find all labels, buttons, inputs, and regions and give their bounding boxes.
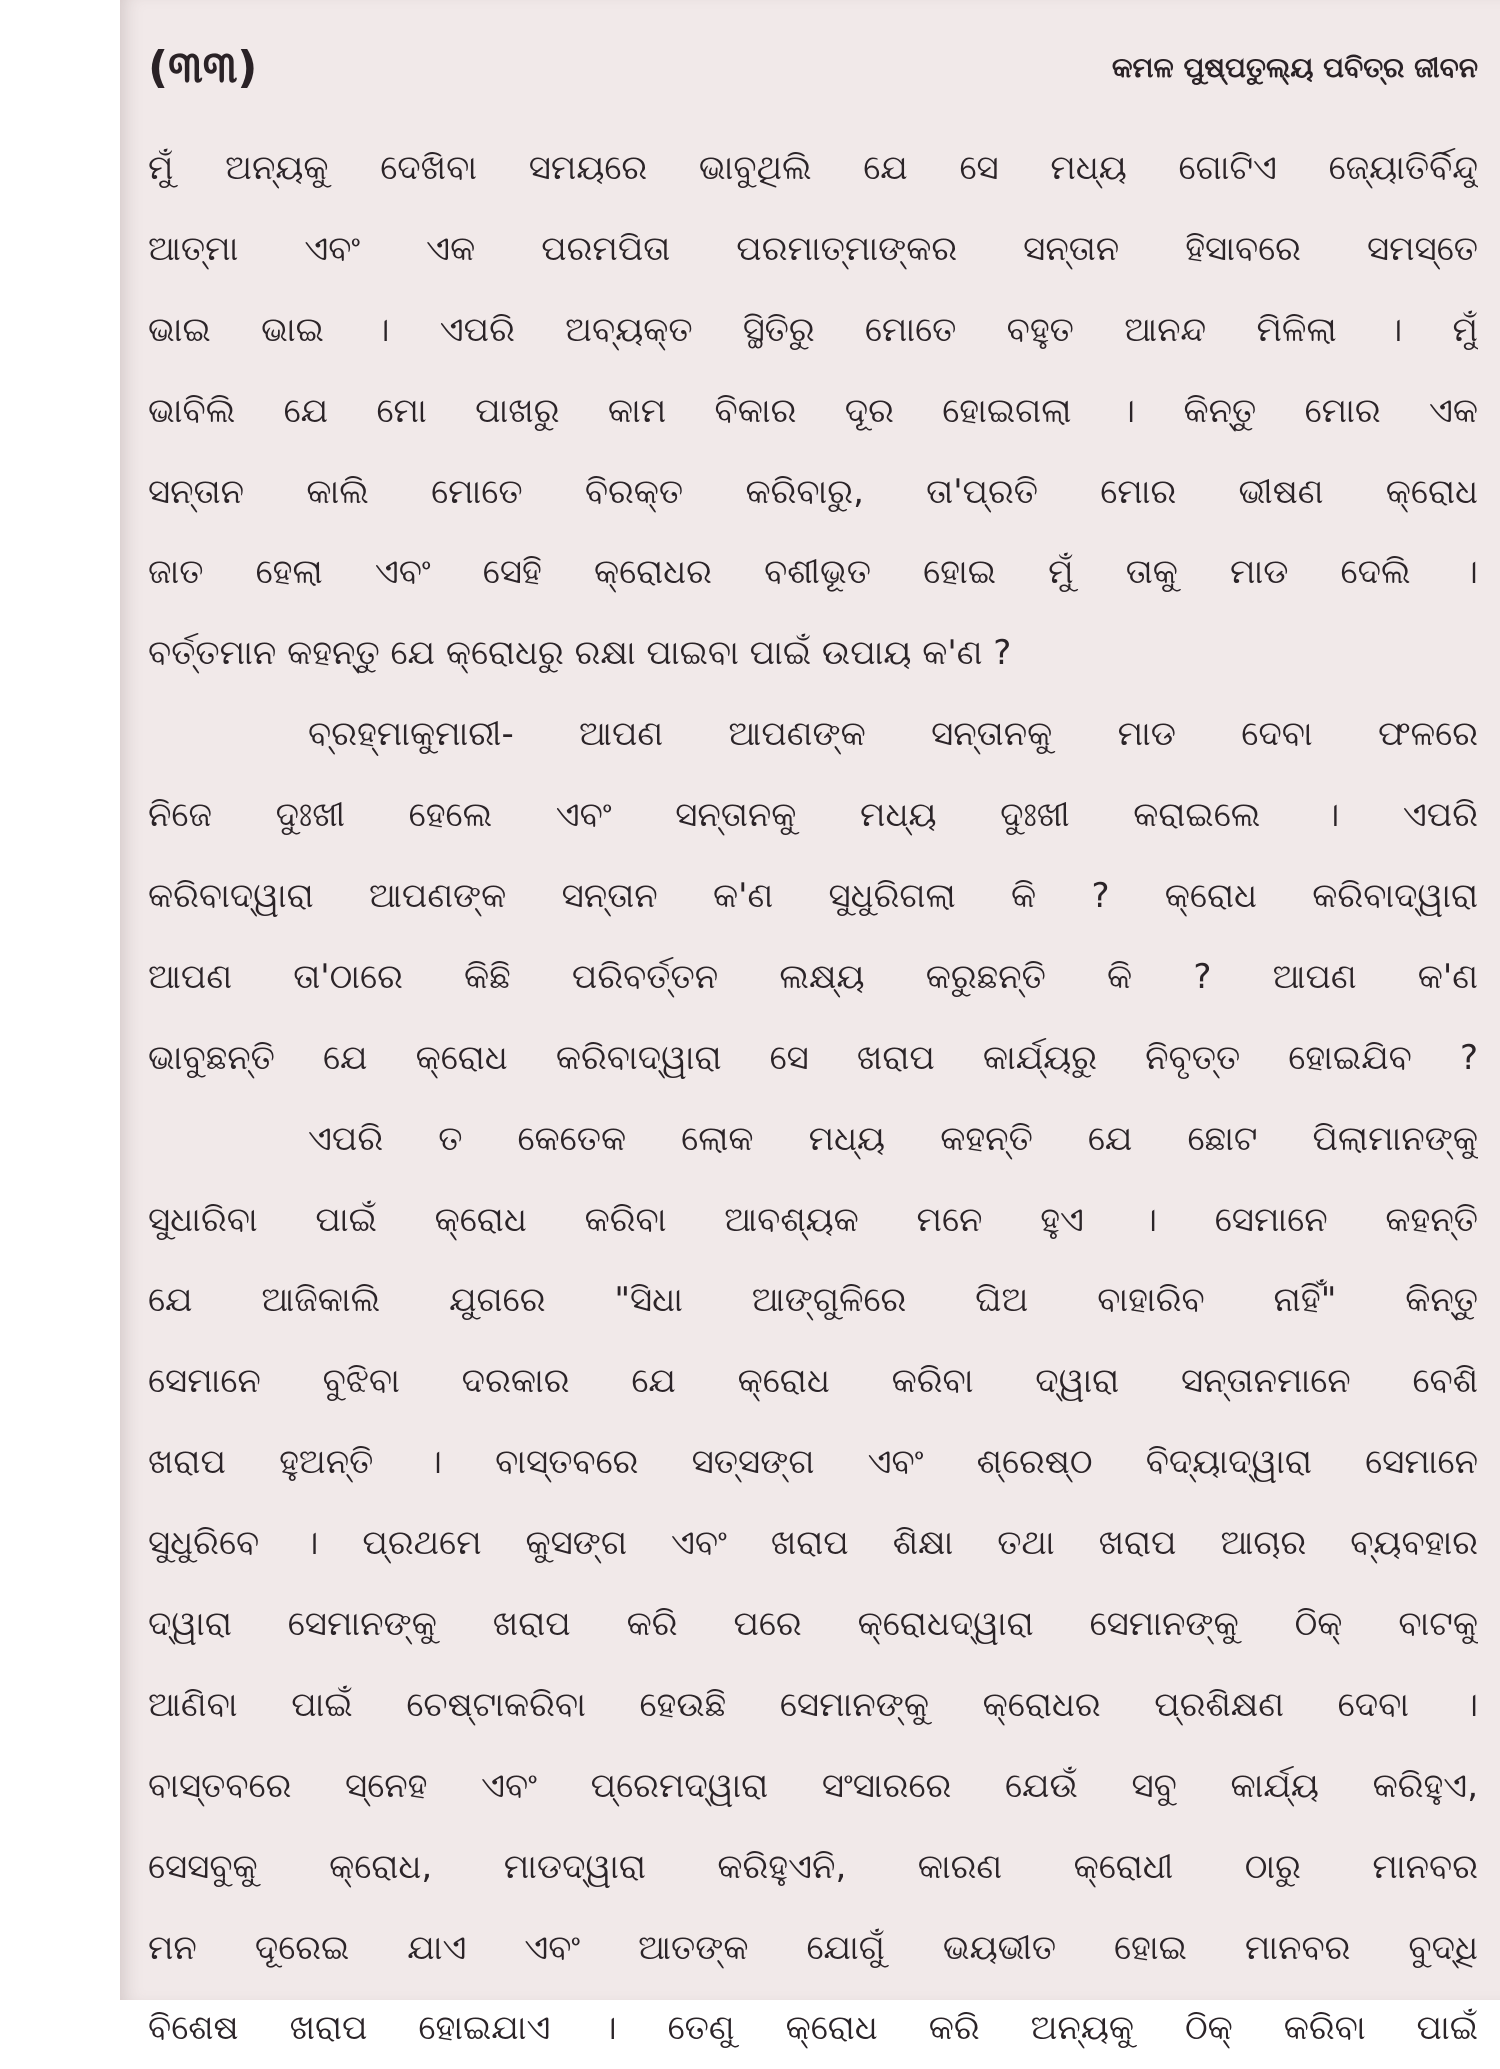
page-header xyxy=(148,38,1478,98)
text-line: ସନ୍ତାନ କାଲି ମୋତେ ବିରକ୍ତ କରିବାରୁ, ତା'ପ୍ରତି ମୋର ଭୀଷଣ କ୍ରୋଧ xyxy=(148,471,1478,512)
text-line: ଭାବୁଛନ୍ତି ଯେ କ୍ରୋଧ କରିବାଦ୍ୱାରା ସେ ଖରାପ କାର୍ଯ୍ୟରୁ ନିବୃତ୍ତ ହୋଇଯିବ ? xyxy=(148,1037,1478,1078)
text-line: ନିଜେ ଦୁଃଖୀ ହେଲେ ଏବଂ ସନ୍ତାନକୁ ମଧ୍ୟ ଦୁଃଖୀ କରାଇଲେ । ଏପରି xyxy=(148,795,1478,836)
text-line: ସୁଧୁରିବେ । ପ୍ରଥମେ କୁସଙ୍ଗ ଏବଂ ଖରାପ ଶିକ୍ଷା ତଥା ଖରାପ ଆଚାର ବ୍ୟବହାର xyxy=(148,1523,1478,1564)
body-text xyxy=(148,128,1478,2069)
running-title: କମଳ ପୁଷ୍ପତୁଲ୍ୟ ପବିତ୍ର ଜୀବନ xyxy=(1111,51,1478,84)
text-line: ମନ ଦୂରେଇ ଯାଏ ଏବଂ ଆତଙ୍କ ଯୋଗୁଁ ଭୟଭୀତ ହୋଇ ମାନବର ବୁଦ୍ଧି xyxy=(148,1927,1478,1968)
page-number: (୩୩) xyxy=(148,42,258,93)
paragraph-start-line: ଏପରି ତ କେତେକ ଲୋକ ମଧ୍ୟ କହନ୍ତି ଯେ ଛୋଟ ପିଲାମାନଙ୍କୁ xyxy=(308,1118,1478,1159)
text-line: କରିବାଦ୍ୱାରା ଆପଣଙ୍କ ସନ୍ତାନ କ'ଣ ସୁଧୁରିଗଲା କି ? କ୍ରୋଧ କରିବାଦ୍ୱାରା xyxy=(148,876,1478,917)
text-line: ଆଣିବା ପାଇଁ ଚେଷ୍ଟାକରିବା ହେଉଛି ସେମାନଙ୍କୁ କ୍ରୋଧର ପ୍ରଶିକ୍ଷଣ ଦେବା । xyxy=(148,1684,1478,1725)
text-line: ସେସବୁକୁ କ୍ରୋଧ, ମାଡଦ୍ୱାରା କରିହୁଏନି, କାରଣ କ୍ରୋଧୀ ଠାରୁ ମାନବର xyxy=(148,1846,1478,1887)
text-line: ବର୍ତ୍ତମାନ କହନ୍ତୁ ଯେ କ୍ରୋଧରୁ ରକ୍ଷା ପାଇବା ପାଇଁ ଉପାୟ କ'ଣ ? xyxy=(148,633,1012,674)
text-line: ଯେ ଆଜିକାଲି ଯୁଗରେ "ସିଧା ଆଙ୍ଗୁଳିରେ ଘିଅ ବାହାରିବ ନାହିଁ" କିନ୍ତୁ xyxy=(148,1280,1478,1321)
text-line: ଭାଇ ଭାଇ । ଏପରି ଅବ୍ୟକ୍ତ ସ୍ଥିତିରୁ ମୋତେ ବହୁତ ଆନନ୍ଦ ମିଳିଲା । ମୁଁ xyxy=(148,309,1478,350)
book-page xyxy=(120,0,1500,2049)
text-line: ମୁଁ ଅନ୍ୟକୁ ଦେଖିବା ସମୟରେ ଭାବୁଥିଲି ଯେ ସେ ମଧ୍ୟ ଗୋଟିଏ ଜ୍ୟୋତିର୍ବିନ୍ଦୁ xyxy=(148,148,1478,188)
text-line: ବିଶେଷ ଖରାପ ହୋଇଯାଏ । ତେଣୁ କ୍ରୋଧ କରି ଅନ୍ୟକୁ ଠିକ୍ କରିବା ପାଇଁ xyxy=(148,2008,1478,2049)
text-line: ଭାବିଲି ଯେ ମୋ ପାଖରୁ କାମ ବିକାର ଦୂର ହୋଇଗଲା । କିନ୍ତୁ ମୋର ଏକ xyxy=(148,390,1478,431)
text-line: ଖରାପ ହୁଅନ୍ତି । ବାସ୍ତବରେ ସତ୍‌ସଙ୍ଗ ଏବଂ ଶ୍ରେଷ୍ଠ ବିଦ୍ୟାଦ୍ୱାରା ସେମାନେ xyxy=(148,1442,1478,1483)
text-line: ବାସ୍ତବରେ ସ୍ନେହ ଏବଂ ପ୍ରେମଦ୍ୱାରା ସଂସାରରେ ଯେଉଁ ସବୁ କାର୍ଯ୍ୟ କରିହୁଏ, xyxy=(148,1765,1478,1806)
text-line: ଦ୍ୱାରା ସେମାନଙ୍କୁ ଖରାପ କରି ପରେ କ୍ରୋଧଦ୍ୱାରା ସେମାନଙ୍କୁ ଠିକ୍ ବାଟକୁ xyxy=(148,1604,1478,1645)
text-line: ଜାତ ହେଲା ଏବଂ ସେହି କ୍ରୋଧର ବଶୀଭୂତ ହୋଇ ମୁଁ ତାକୁ ମାଡ ଦେଲି । xyxy=(148,552,1478,593)
text-line: ସେମାନେ ବୁଝିବା ଦରକାର ଯେ କ୍ରୋଧ କରିବା ଦ୍ୱାରା ସନ୍ତାନମାନେ ବେଶି xyxy=(148,1361,1478,1402)
text-line: ଆତ୍ମା ଏବଂ ଏକ ପରମପିତା ପରମାତ୍ମାଙ୍କର ସନ୍ତାନ ହିସାବରେ ସମସ୍ତେ xyxy=(148,228,1478,269)
text-line: ସୁଧାରିବା ପାଇଁ କ୍ରୋଧ କରିବା ଆବଶ୍ୟକ ମନେ ହୁଏ । ସେମାନେ କହନ୍ତି xyxy=(148,1199,1478,1240)
text-line: ଆପଣ ତା'ଠାରେ କିଛି ପରିବର୍ତ୍ତନ ଲକ୍ଷ୍ୟ କରୁଛନ୍ତି କି ? ଆପଣ କ'ଣ xyxy=(148,956,1478,997)
speaker-line: ବ୍ରହ୍ମାକୁମାରୀ- ଆପଣ ଆପଣଙ୍କ ସନ୍ତାନକୁ ମାଡ ଦେବା ଫଳରେ xyxy=(308,714,1478,755)
